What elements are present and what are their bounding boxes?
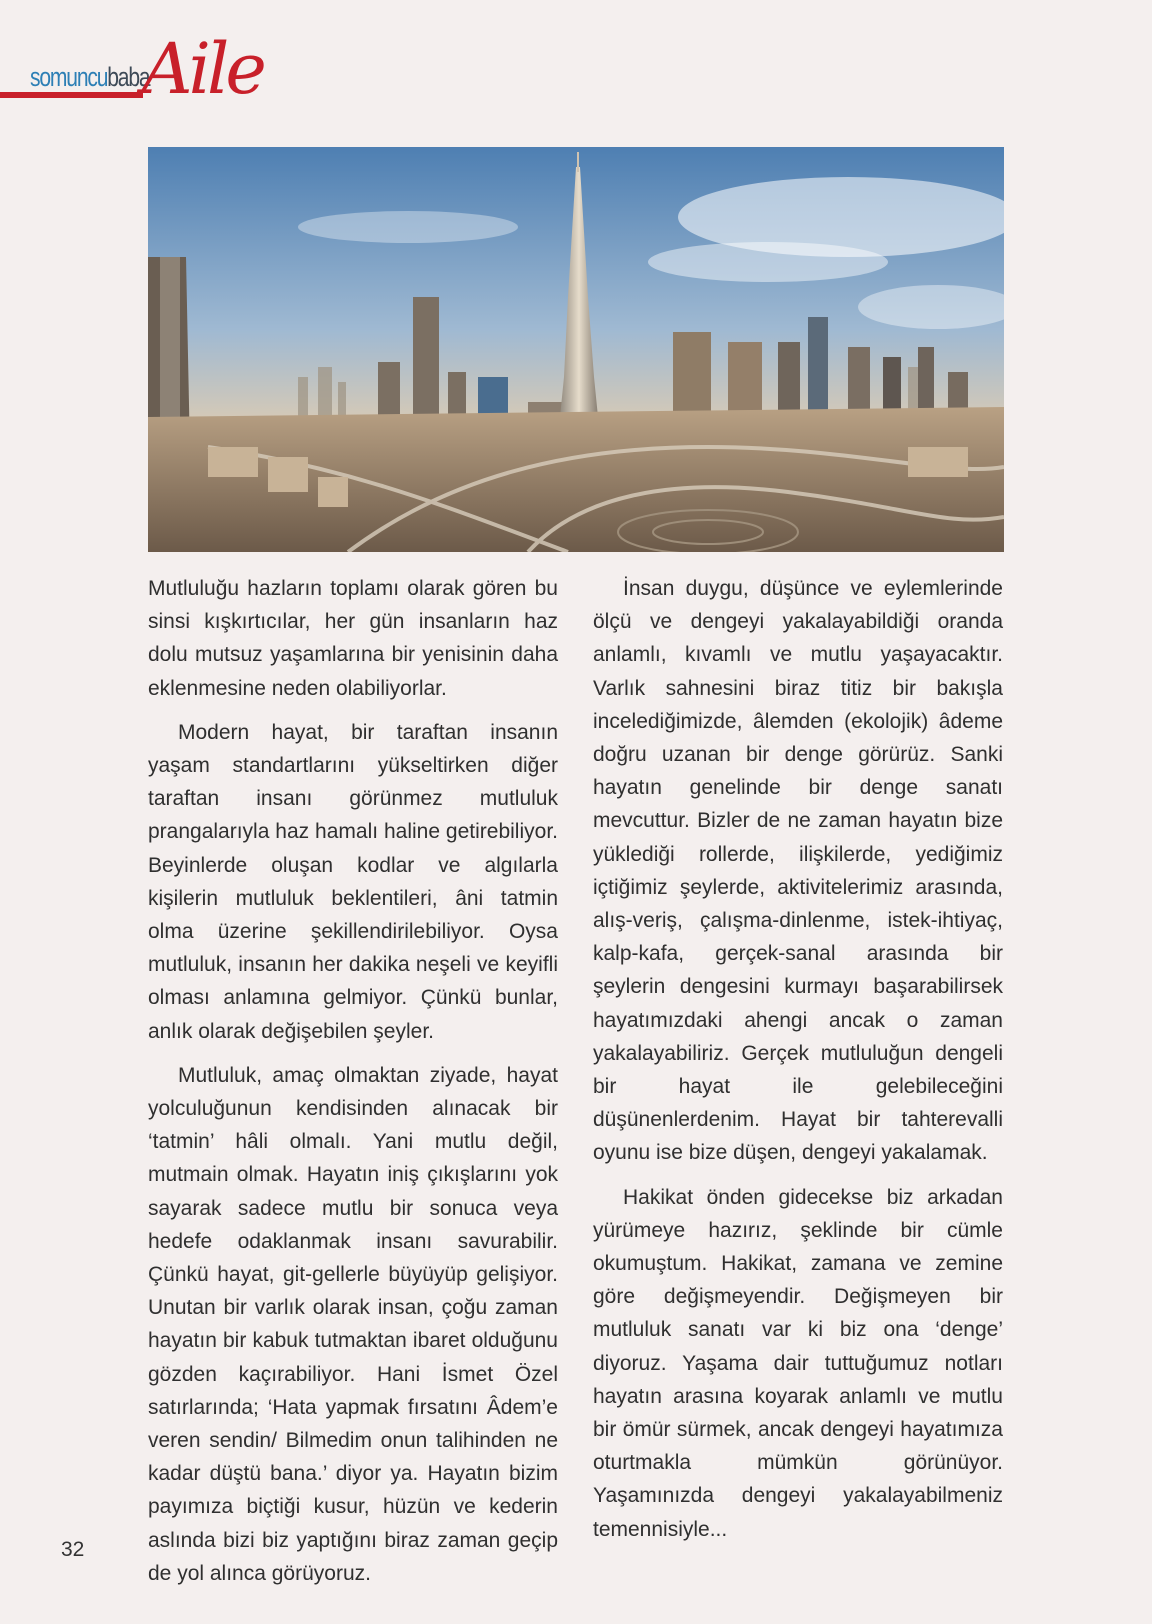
brand-prefix-b: baba: [107, 62, 150, 92]
article-column-left: [148, 572, 558, 1601]
paragraph: Mutluluk, amaç olmaktan ziyade, hayat yolculuğunun kendisinden alınacak bir ‘tatmin’ hâli olmalı. Yani mutlu değil, mutmain olmak. Hayatın iniş çıkışlarını yok sayarak sadece mutlu bir sonuca veya hedefe odaklanmak insanı savurabilir. Çünkü hayat, git-gellerle büyüyüp gelişiyor. Unutan bir varlık olarak insan, çoğu zaman hayatın bir kabuk tutmaktan ibaret olduğunu gözden kaçırabiliyor. Hani İsmet Özel satırlarında; ‘Hata yapmak fırsatını Âdem’e veren sendin/ Bilmedim onun talihinden ne kadar düştü bana.’ diyor ya. Hayatın bizim payımıza biçtiği kusur, hüzün ve kederin aslında bizi biz yaptığını biraz zaman geçip de yol alınca görüyoruz.: [148, 1063, 558, 1585]
paragraph: İnsan duygu, düşünce ve eylemlerinde ölçü ve dengeyi yakalayabildiği oranda anlamlı, kıvamlı ve mutlu yaşayacaktır. Varlık sahnesini biraz titiz bir bakışla incelediğimizde, âlemden (ekolojik) âdeme doğru uzanan bir denge görürüz. Sanki hayatın genelinde bir denge sanatı mevcuttur. Bizler de ne zaman hayatın bize yüklediği rollerde, ilişkilerde, yediğimiz içtiğimiz şeylerde, aktivitelerimiz arasında, alış-veriş, çalışma-dinlenme, istek-ihtiyaç, kalp-kafa, gerçek-sanal arasında bir şeylerin dengesini kurmayı başarabilirsek hayatımızdaki ahengi ancak o zaman yakalayabiliriz. Gerçek mutluluğun dengeli bir hayat ile gelebileceğini düşünenlerdenim. Hayat bir tahterevalli oyunu ise bize düşen, dengeyi yakalamak.: [593, 577, 1003, 1165]
page-number: 32: [61, 1538, 85, 1561]
brand-prefix: [30, 62, 149, 93]
magazine-header: [0, 30, 300, 110]
article-column-right: [593, 572, 1003, 1557]
city-skyline-illustration: [148, 147, 1004, 552]
brand-prefix-a: somuncu: [30, 62, 108, 92]
brand-title: Aile: [142, 28, 263, 110]
city-skyline-photo: [148, 147, 1004, 552]
paragraph: Hakikat önden gidecekse biz arkadan yürümeye hazırız, şeklinde bir cümle okumuştum. Hakikat, zamana ve zemine göre değişmeyendir. Değişmeyen bir mutluluk sanatı var ki biz ona ‘denge’ diyoruz. Yaşama dair tuttuğumuz notları hayatın arasına koyarak anlamlı ve mutlu bir ömür sürmek, ancak dengeyi hayatımıza oturtmakla mümkün görünüyor. Yaşamınızda dengeyi yakalayabilmeniz temennisiyle...: [593, 1185, 1003, 1541]
paragraph: Mutluluğu hazların toplamı olarak gören bu sinsi kışkırtıcılar, her gün insanların haz dolu mutsuz yaşamlarına bir yenisinin daha eklenmesine neden olabiliyorlar.: [148, 577, 558, 700]
paragraph: Modern hayat, bir taraftan insanın yaşam standartlarını yükseltirken diğer taraftan insanı görünmez mutluluk prangalarıyla haz hamalı haline getirebiliyor. Beyinlerde oluşan kodlar ve algılarla kişilerin mutluluk beklentileri, âni tatmin olma üzerine şekillendirilebiliyor. Oysa mutluluk, insanın her dakika neşeli ve keyifli olması anlamına gelmiyor. Çünkü bunlar, anlık olarak değişebilen şeyler.: [148, 720, 558, 1043]
